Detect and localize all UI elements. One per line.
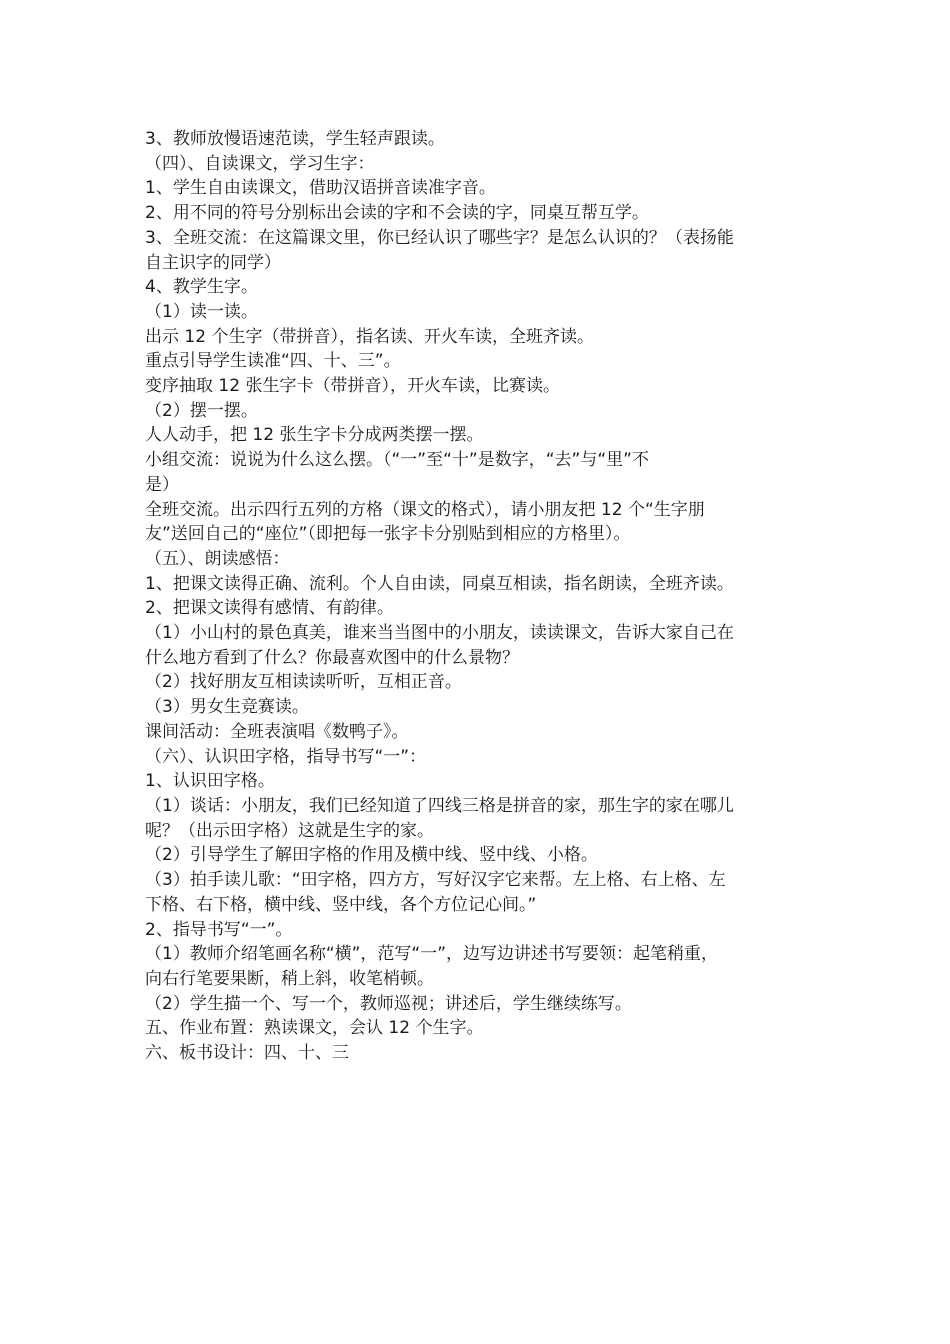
text-line: 人人动手，把 12 张生字卡分成两类摆一摆。 [145, 425, 484, 446]
text-line: 呢？（出示田字格）这就是生字的家。 [145, 820, 434, 841]
section-heading: （四）、自读课文，学习生字： [145, 153, 375, 174]
text-line: （1）教师介绍笔画名称“横”，范写“一”，边写边讲述书写要领：起笔稍重， [145, 944, 719, 965]
text-line: （1）读一读。 [145, 301, 258, 322]
text-line: 出示 12 个生字（带拼音），指名读、开火车读，全班齐读。 [145, 326, 594, 347]
text-line: 下格、右下格，横中线、竖中线，各个方位记心间。” [145, 894, 537, 915]
text-line: （1）谈话：小朋友，我们已经知道了四线三格是拼音的家，那生字的家在哪儿 [145, 795, 734, 816]
text-line: 2、指导书写“一”。 [145, 919, 293, 940]
text-line: 全班交流。出示四行五列的方格（课文的格式），请小朋友把 12 个“生字朋 [145, 499, 705, 520]
text-line: （2）学生描一个、写一个，教师巡视；讲述后，学生继续练写。 [145, 993, 632, 1014]
text-line: 3、教师放慢语速范读，学生轻声跟读。 [145, 129, 445, 149]
text-line: 什么地方看到了什么？你最喜欢图中的什么景物？ [145, 647, 519, 668]
text-line: 4、教学生字。 [145, 277, 258, 298]
section-heading: （六）、认识田字格，指导书写“一”： [145, 746, 427, 767]
text-line: （3）男女生竞赛读。 [145, 697, 309, 718]
text-line: （2）找好朋友互相读读听听，互相正音。 [145, 672, 462, 693]
text-line: （1）小山村的景色真美，谁来当当图中的小朋友，读读课文，告诉大家自己在 [145, 623, 734, 644]
text-line: 1、学生自由读课文，借助汉语拼音读准字音。 [145, 178, 496, 199]
text-line: （2）摆一摆。 [145, 400, 258, 421]
text-line: 是） [145, 474, 179, 495]
text-line: 3、全班交流：在这篇课文里，你已经认识了哪些字？是怎么认识的？（表扬能 [145, 227, 734, 248]
section-heading: 五、作业布置：熟读课文，会认 12 个生字。 [145, 1018, 484, 1039]
text-line: 友”送回自己的“座位”（即把每一张字卡分别贴到相应的方格里）。 [145, 524, 631, 545]
section-heading: （五）、朗读感悟： [145, 548, 290, 569]
text-line: 自主识字的同学） [145, 252, 281, 273]
text-line: 重点引导学生读准“四、十、三”。 [145, 351, 401, 372]
text-line: 1、把课文读得正确、流利。个人自由读，同桌互相读，指名朗读，全班齐读。 [145, 573, 734, 594]
text-line: （3）拍手读儿歌：“田字格，四方方，写好汉字它来帮。左上格、右上格、左 [145, 870, 726, 891]
text-line: 1、认识田字格。 [145, 771, 275, 792]
text-line: 2、把课文读得有感情、有韵律。 [145, 598, 394, 619]
text-line: 向右行笔要果断，稍上斜，收笔梢顿。 [145, 968, 434, 989]
text-line: 小组交流：说说为什么这么摆。（“一”至“十”是数字，“去”与“里”不 [145, 450, 649, 471]
section-heading: 六、板书设计：四、十、三 [145, 1043, 349, 1064]
text-line: 课间活动：全班表演唱《数鸭子》。 [145, 721, 409, 742]
text-line: 2、用不同的符号分别标出会读的字和不会读的字，同桌互帮互学。 [145, 203, 649, 224]
text-line: 变序抽取 12 张生字卡（带拼音），开火车读，比赛读。 [145, 376, 560, 397]
text-line: （2）引导学生了解田字格的作用及横中线、竖中线、小格。 [145, 845, 598, 866]
document-body [145, 127, 825, 1066]
